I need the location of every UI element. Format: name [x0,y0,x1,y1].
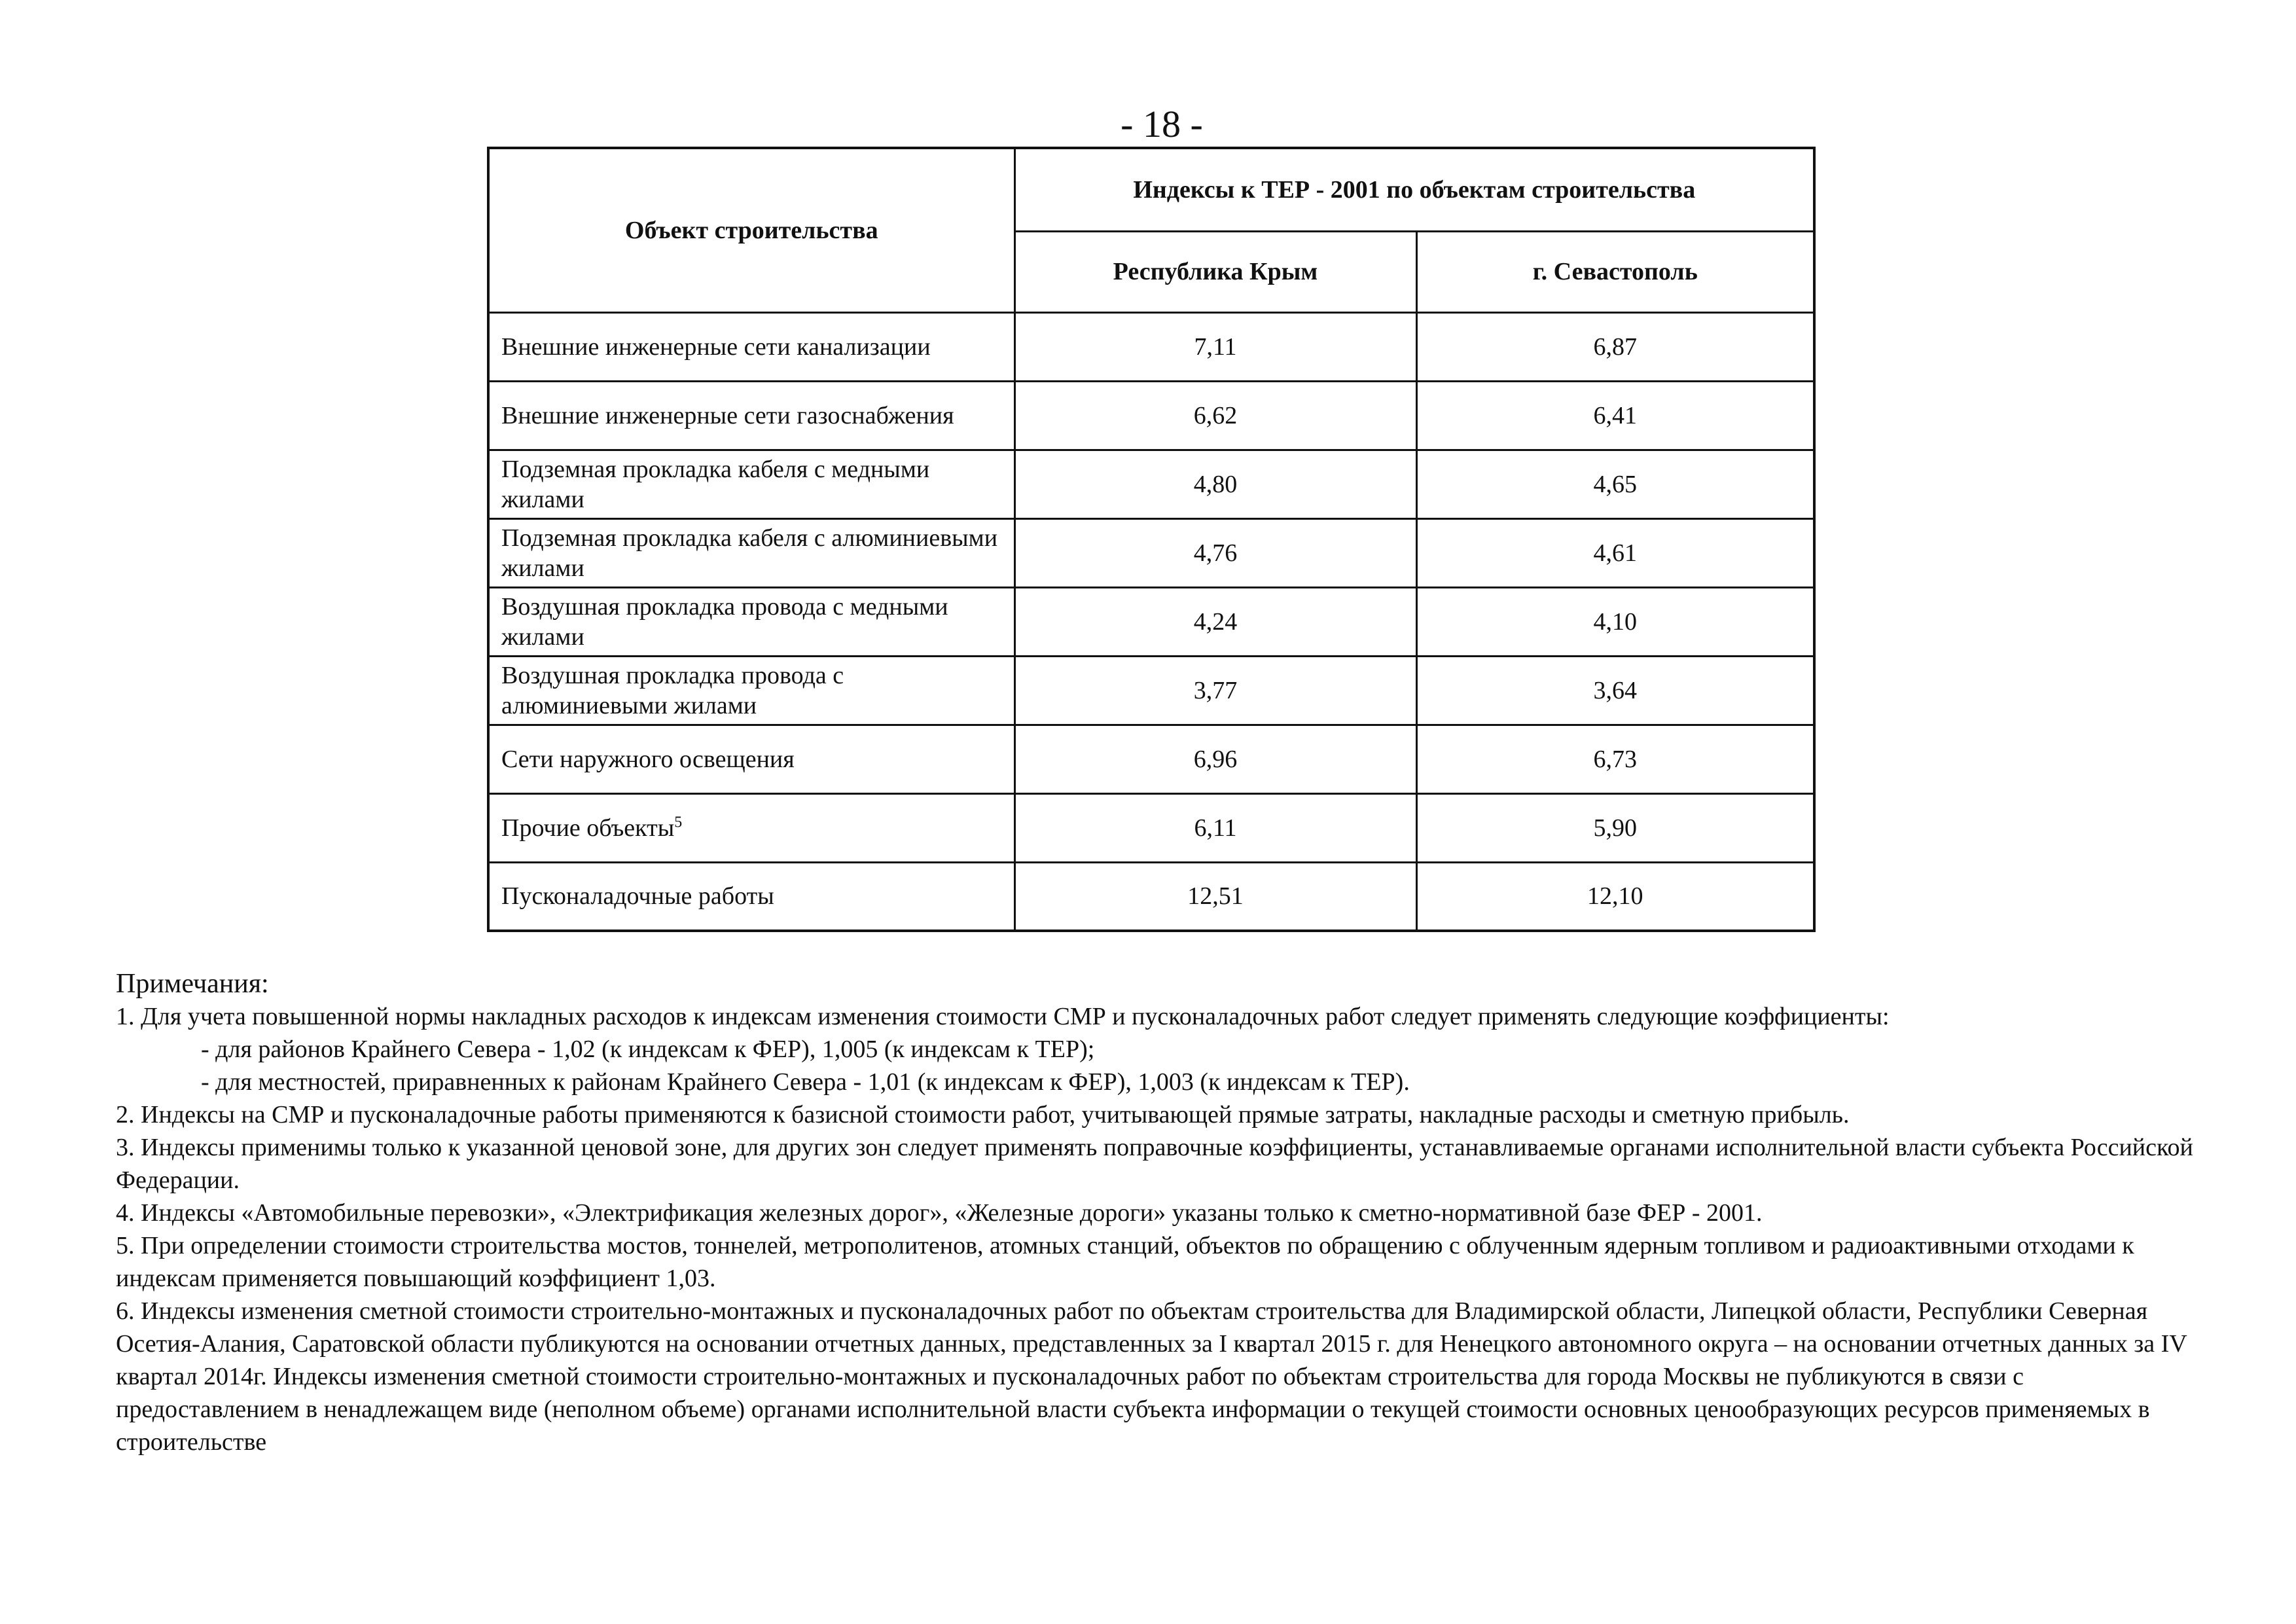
row-sevastopol-value: 4,10 [1416,587,1814,656]
row-sevastopol-value: 6,41 [1416,381,1814,450]
row-crimea-value: 3,77 [1014,656,1416,725]
row-sevastopol-value: 4,61 [1416,518,1814,587]
row-object-cell [488,793,1014,862]
header-sevastopol: г. Севастополь [1416,231,1814,312]
header-group: Индексы к ТЕР - 2001 по объектам строительства [1014,148,1814,231]
table-row [488,381,1814,450]
table-row [488,725,1814,793]
row-crimea-value: 6,62 [1014,381,1416,450]
row-object: Воздушная прокладка провода с алюминиевыми жилами [488,656,1014,725]
row-object: Пусконаладочные работы [488,862,1014,931]
table-row [488,793,1814,862]
table-row [488,450,1814,518]
note-3: 3. Индексы применимы только к указанной ценовой зоне, для других зон следует применять поправочные коэффициенты, устанавливаемые органами исполнительной власти субъекта Российской Федерации. [116,1134,2193,1194]
index-table [487,147,1816,932]
note-5: 5. При определении стоимости строительства мостов, тоннелей, метрополитенов, атомных станций, объектов по обращению с облученным ядерным топливом и радиоактивными отходами к индексам применяется повышающий коэффициент 1,03. [116,1232,2134,1292]
row-crimea-value: 6,11 [1014,793,1416,862]
header-object: Объект строительства [488,148,1014,312]
table-row [488,518,1814,587]
table-row [488,656,1814,725]
row-object: Внешние инженерные сети газоснабжения [488,381,1014,450]
row-object: Подземная прокладка кабеля с медными жилами [488,450,1014,518]
row-sevastopol-value: 6,73 [1416,725,1814,793]
note-4: 4. Индексы «Автомобильные перевозки», «Электрификация железных дорог», «Железные дороги» указаны только к сметно-нормативной базе ФЕР - 2001. [116,1199,1763,1227]
row-sevastopol-value: 5,90 [1416,793,1814,862]
row-crimea-value: 4,24 [1014,587,1416,656]
note-2: 2. Индексы на СМР и пусконаладочные работы применяются к базисной стоимости работ, учитывающей прямые затраты, накладные расходы и сметную прибыль. [116,1101,1850,1128]
note-6: 6. Индексы изменения сметной стоимости строительно-монтажных и пусконаладочных работ по объектам строительства для Владимирской области, Липецкой области, Республики Северная Осетия-Алания, Саратовской области публикуются на основании отчетных данных, представленных за I квартал 2015 г. для Ненецкого автономного округа – на основании отчетных данных за IV квартал 2014г. Индексы изменения сметной стоимости строительно-монтажных и пусконаладочных работ по объектам строительства для города Москвы не публикуются в связи с предоставлением в ненадлежащем виде (неполном объеме) органами исполнительной власти субъекта информации о текущей стоимости основных ценообразующих ресурсов применяемых в строительстве [116,1297,2187,1456]
row-sevastopol-value: 12,10 [1416,862,1814,931]
row-sevastopol-value: 3,64 [1416,656,1814,725]
row-crimea-value: 7,11 [1014,312,1416,381]
row-object: Воздушная прокладка провода с медными жилами [488,587,1014,656]
note-1b: - для местностей, приравненных к районам Крайнего Севера - 1,01 (к индексам к ФЕР), 1,003 (к индексам к ТЕР). [201,1068,1410,1096]
row-crimea-value: 6,96 [1014,725,1416,793]
table-row [488,862,1814,931]
header-crimea: Республика Крым [1014,231,1416,312]
note-1: 1. Для учета повышенной нормы накладных расходов к индексам изменения стоимости СМР и пусконаладочных работ следует применять следующие коэффициенты: [116,1003,1890,1030]
row-crimea-value: 4,76 [1014,518,1416,587]
row-sevastopol-value: 6,87 [1416,312,1814,381]
page-number: - 18 - [1121,103,1203,145]
table-header-row [488,148,1814,231]
row-object: Сети наружного освещения [488,725,1014,793]
table-row [488,312,1814,381]
footnote-marker: 5 [674,813,683,831]
row-crimea-value: 12,51 [1014,862,1416,931]
row-sevastopol-value: 4,65 [1416,450,1814,518]
row-object: Прочие объекты [501,814,675,842]
row-object: Внешние инженерные сети канализации [488,312,1014,381]
table-row [488,587,1814,656]
row-crimea-value: 4,80 [1014,450,1416,518]
notes-section [116,967,2197,1458]
row-object: Подземная прокладка кабеля с алюминиевыми жилами [488,518,1014,587]
notes-title: Примечания: [116,969,269,999]
note-1a: - для районов Крайнего Севера - 1,02 (к индексам к ФЕР), 1,005 (к индексам к ТЕР); [201,1036,1095,1063]
